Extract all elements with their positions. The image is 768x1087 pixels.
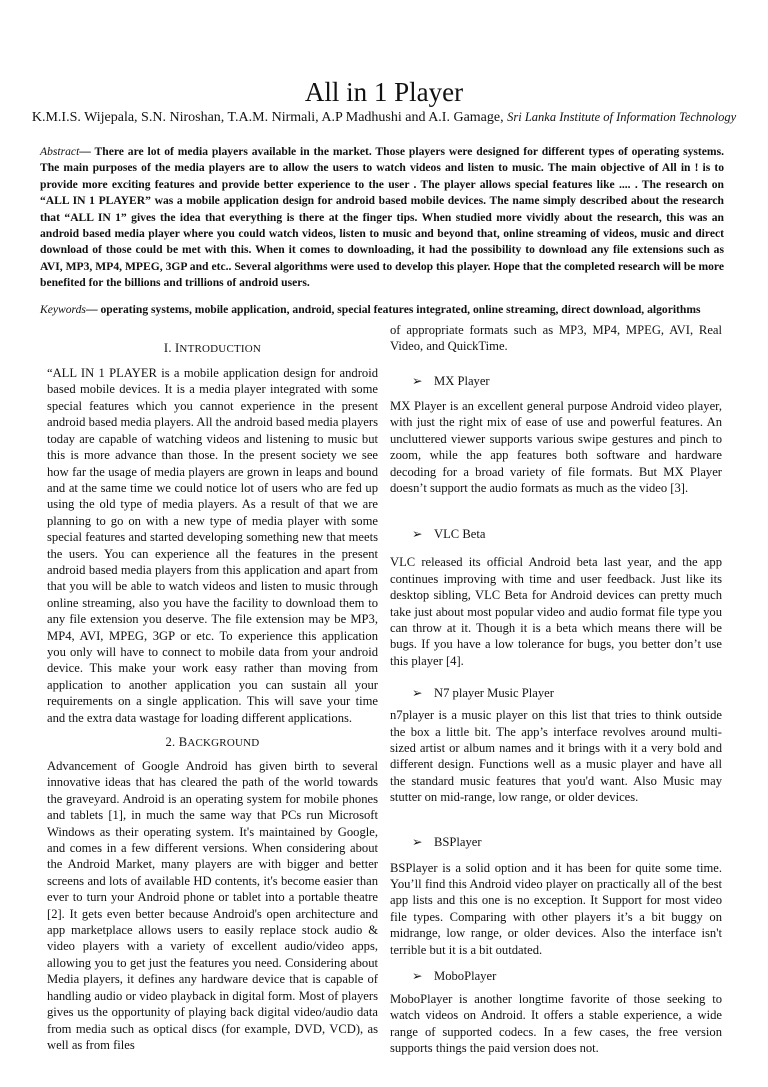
left-column [47,322,378,1053]
affiliation: Sri Lanka Institute of Information Technology [507,110,737,124]
abstract [40,144,724,292]
right-column [390,322,722,1057]
keywords-text: operating systems, mobile application, android, special features integrated, online streaming, direct download, algorithms [100,302,701,316]
abstract-text: There are lot of media players available in the market. Those players were designed for different types of operating systems. The main purposes of the media players are to allow the users to watch videos and listen to music. The main objective of All in ! is to provide more exciting features and provide better experience to the user . The player allows special features like .... . The research on “ALL IN 1 PLAYER” was a mobile application design for android based mobile devices. The name simply described about the research that “ALL IN 1” gives the idea that everything is there at the finger tips. When studied more vividly about the research, this was an android based media player where you could watch videos, listen to music and beyond that, online streaming of videos, music and direct download of those could be met with this. When it comes to downloading, it had the possibility to download any file extensions such as AVI, MP3, MP4, MPEG, 3GP and etc.. Several algorithms were used to develop this player. Hope that the completed research will be more benefited for the billions and trillions of android users. [40,145,724,290]
player-text-moboplayer: MoboPlayer is another longtime favorite of those seeking to watch videos on Android. It offers a stable experience, a wide range of supported codecs. In a few cases, the free version supports things the paid version does not. [390,992,722,1056]
player-heading-n7 [390,685,722,701]
player-text-bsplayer: BSPlayer is a solid option and it has been for quite some time. You’ll find this Android video player on practically all of the best app lists and this one is no exception. It Support for most video file types. Comparing with other players it’s a bit buggy on midrange, low range, or older devices. Also the interface isn't terrible but it is a bit outdated. [390,860,722,957]
player-name: MX Player [434,373,490,388]
heading-rest: NTRODUCTION [179,343,262,356]
authors: K.M.I.S. Wijepala, S.N. Niroshan, T.A.M. Nirmali, A.P Madhushi and A.I. Gamage, [31,110,504,125]
player-heading-moboplayer [390,968,722,984]
dash: — [85,302,101,316]
paper-header [0,0,768,318]
section-heading-introduction [47,340,378,357]
player-heading-mx [390,373,722,389]
player-name: BSPlayer [434,834,482,849]
background-text: Advancement of Google Android has given birth to several innovative ideas that has cleared the path of the world towards the graveyard. Android is an operating system for mobile phones and tablets [1], in much the same way that PCs run Microsoft Windows as their operating system. It's maintained by Google, and comes in a few different versions. When considering about the Android Market, many players are with bigger and better screens and lots of available HD contents, it's become easier than ever to turn your Android phone or tablet into a portable theatre [2]. It gets even better because Android's open architecture and app marketplace allows users to easily replace stock audio & video players with a variety of excellent audio/video apps, allowing you to get just the features you need. Considering about Media players, it defines any hardware device that is capable of handling audio or video playback in digital form. Most of players gives us the opportunity of playing back digital video/audio data from media such as optical discs (for example, DVD, VCD), as well as from files [47,759,378,1052]
background-continuation: of appropriate formats such as MP3, MP4, MPEG, AVI, Real Video, and QuickTime. [390,323,722,354]
arrow-bullet-icon: ➢ [412,969,423,984]
arrow-bullet-icon: ➢ [412,373,423,388]
player-text-vlc: VLC released its official Android beta last year, and the app continues improving with time and user feedback. Just like its desktop sibling, VLC Beta for Android devices can pretty much take just about most popular video and audio format file type you can throw at it. Though it is a beta which means there will be bugs. If you have a low tolerance for bugs, you better don’t use this player [4]. [390,555,722,668]
heading-rest: ACKGROUND [187,737,260,749]
arrow-bullet-icon: ➢ [412,527,423,542]
player-text-n7: n7player is a music player on this list that tries to think outside the box a little bit. The app’s interface revolves around multi-sized artist or album names and it brings with it a very bold and different design. Functions well as a music player and have all the standard music features that you'd want. Also Music may stutter on mid-range, low range, or older devices. [390,708,722,805]
author-line [30,109,738,126]
player-name: MoboPlayer [434,969,497,984]
player-text-mx: MX Player is an excellent general purpose Android video player, with just the right mix of ease of use and powerful features. An uncluttered viewer supports various swipe gestures and pinch to zoom, while the app features both software and hardware decoding for a broad variety of file formats. But MX Player doesn’t support the audio formats as much as the video [3]. [390,398,722,495]
introduction-text: “ALL IN 1 PLAYER is a mobile application design for android based mobile devices. It is a media player integrated with some special features which you cannot experience in the present android based media players. All the android based media players today are capable of watching videos and listening to music but this is more advance than those. In the present society we see how far the usage of media players are grown in leaps and bound and at the same time we could notice lot of users who are fed up using the old type of media players. As a result of that we are planning to go on with a new type of media player with some special features and started developing something new that meets the users. You can experience all the features in the present android based media players from this application and apart from that you will be able to watch videos and listen to music through online streaming, also you have the facility to download them to any file extension you deserve. The file extension may be MP3, MP4, AVI, MPEG, 3GP or etc. To experience this application you only will have to connect to mobile data from your android device. This make your work easy rather than moving from application to another application you can sustain all your requirements on a single application. This will save your time and the extra data wastage for loading different applications. [47,366,378,725]
arrow-bullet-icon: ➢ [412,834,423,849]
body-columns [0,322,768,1077]
keywords-label: Keywords [40,302,86,316]
keywords [40,302,724,318]
abstract-label: Abstract [40,145,80,158]
heading-num: 2. B [165,735,188,749]
player-heading-bsplayer [390,834,722,850]
heading-num: I. I [163,341,180,356]
dash: — [79,145,95,158]
paper-title: All in 1 Player [304,77,464,107]
player-name: N7 player Music Player [434,686,554,701]
arrow-bullet-icon: ➢ [412,686,423,701]
player-heading-vlc [390,526,722,542]
player-name: VLC Beta [434,527,486,542]
section-heading-background [47,734,378,751]
